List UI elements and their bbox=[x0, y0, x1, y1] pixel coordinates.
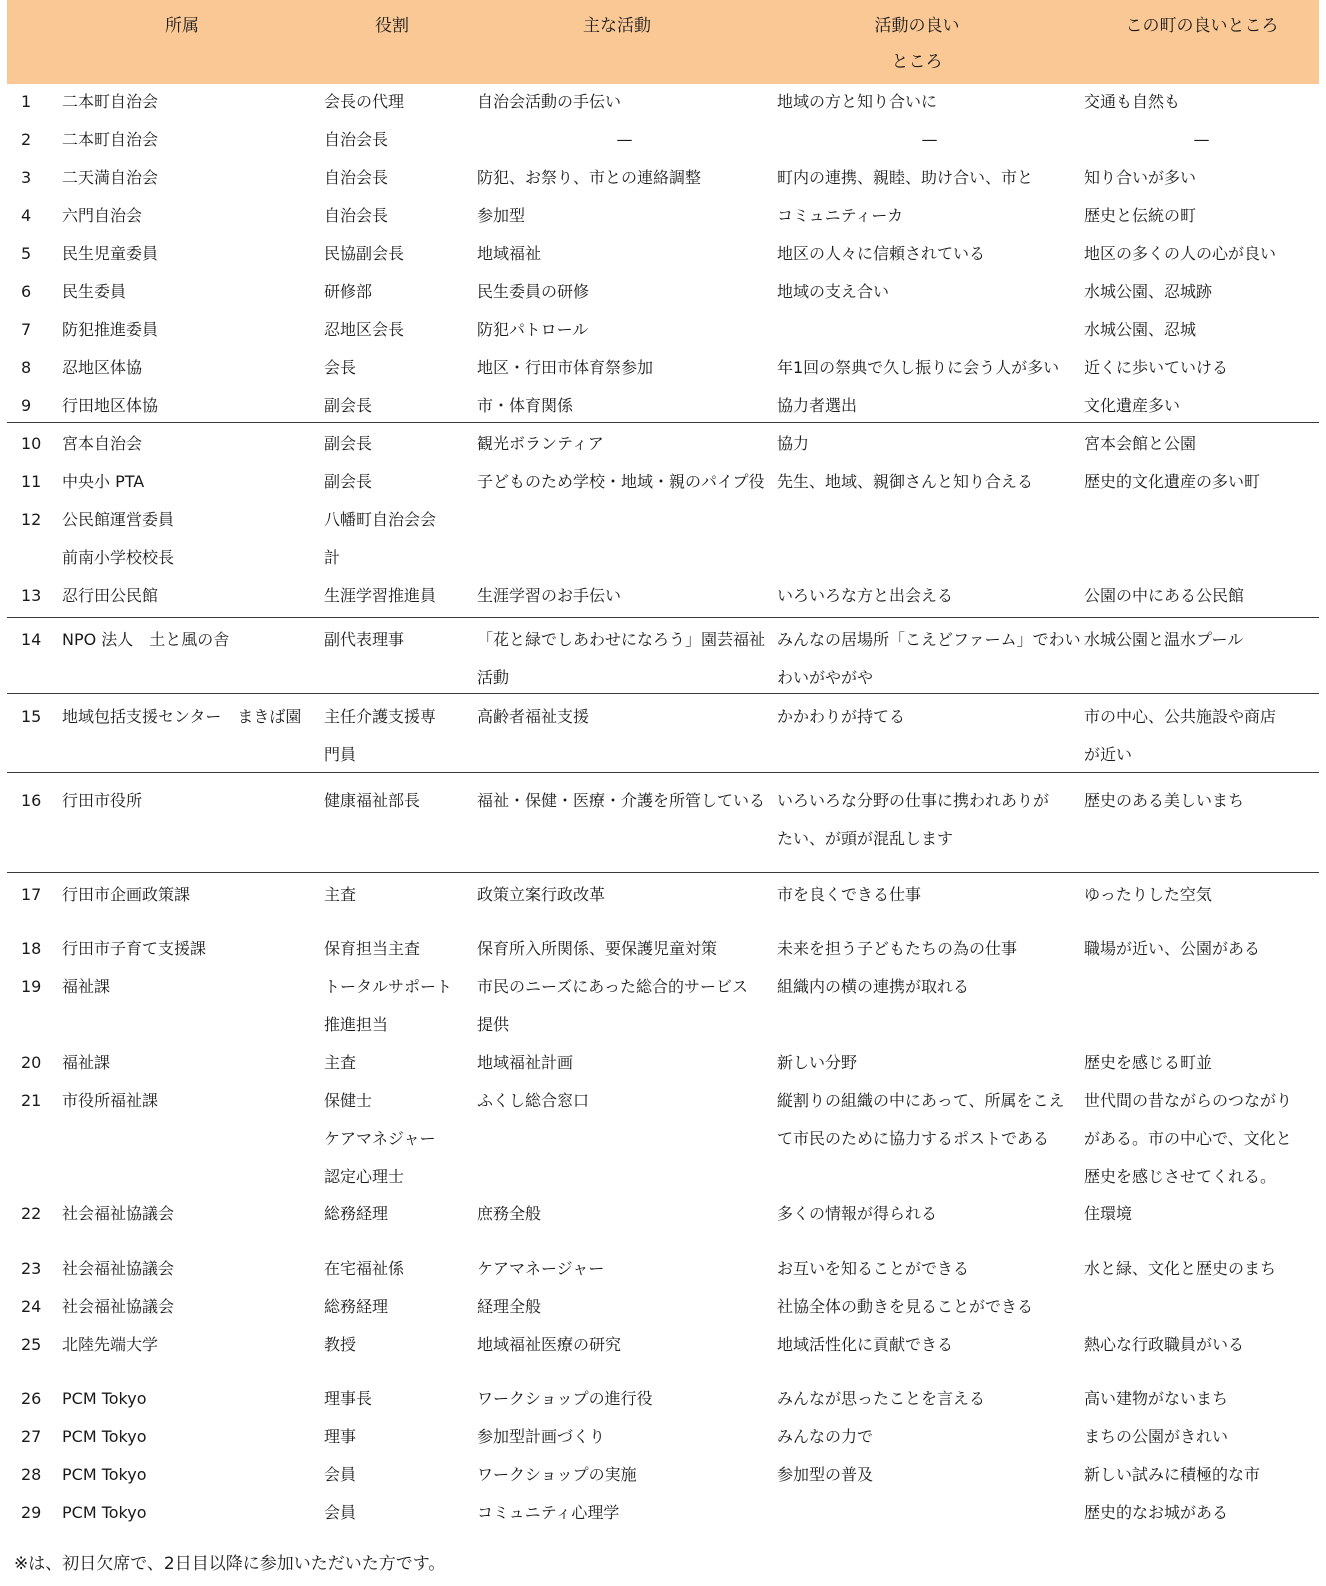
row-town-good: 知り合いが多い bbox=[1084, 168, 1197, 187]
row-number: 15 bbox=[21, 707, 42, 726]
row-activity: ケアマネージャー bbox=[477, 1259, 605, 1278]
row-activity: 政策立案行政改革 bbox=[477, 885, 606, 904]
row-role: 主査 bbox=[324, 885, 357, 904]
row-good-point: 協力 bbox=[777, 434, 810, 453]
row-role: 保育担当主査 bbox=[324, 939, 421, 958]
row-town-good: 水城公園、忍城跡 bbox=[1084, 282, 1213, 301]
row-good-point: 地域の支え合い bbox=[777, 282, 890, 301]
row-activity: ワークショップの進行役 bbox=[477, 1389, 653, 1408]
row-affiliation: 中央小 PTA bbox=[62, 472, 145, 491]
row-role: 主査 bbox=[324, 1053, 357, 1072]
row-role: 会員 bbox=[324, 1503, 357, 1522]
row-good-point: 組織内の横の連携が取れる bbox=[777, 977, 970, 996]
row-activity: 庶務全般 bbox=[477, 1204, 542, 1223]
row-affiliation: 福祉課 bbox=[62, 1053, 111, 1072]
row-good-point: 地域の方と知り合いに bbox=[777, 92, 938, 111]
row-good-point: お互いを知ることができる bbox=[777, 1259, 970, 1278]
row-number: 6 bbox=[21, 282, 32, 301]
row-good-point: いろいろな方と出会える bbox=[777, 586, 954, 605]
row-role: 理事長 bbox=[324, 1389, 373, 1408]
row-activity: 防犯、お祭り、市との連絡調整 bbox=[477, 168, 702, 187]
row-good-point: 縦割りの組織の中にあって、所属をこえ て市民のために協力するポストである bbox=[777, 1091, 1065, 1148]
row-number: 26 bbox=[21, 1389, 42, 1408]
row-activity: 地区・行田市体育祭参加 bbox=[477, 358, 654, 377]
row-role: 自治会長 bbox=[324, 206, 389, 225]
row-affiliation: NPO 法人 土と風の舎 bbox=[62, 630, 230, 649]
row-number: 29 bbox=[21, 1503, 42, 1522]
row-affiliation: 地域包括支援センター まきば園 bbox=[62, 707, 302, 726]
row-role: 総務経理 bbox=[324, 1297, 389, 1316]
row-affiliation: 福祉課 bbox=[62, 977, 111, 996]
row-role: 副代表理事 bbox=[324, 630, 405, 649]
row-town-good: 宮本会館と公園 bbox=[1084, 434, 1197, 453]
row-divider bbox=[7, 693, 1319, 694]
row-town-good: 歴史のある美しいまち bbox=[1084, 791, 1245, 810]
row-activity: 防犯パトロール bbox=[477, 320, 589, 339]
row-affiliation: 行田地区体協 bbox=[62, 396, 159, 415]
row-role: 会長 bbox=[324, 358, 357, 377]
row-affiliation: 行田市企画政策課 bbox=[62, 885, 191, 904]
row-role: 教授 bbox=[324, 1335, 357, 1354]
row-number: 20 bbox=[21, 1053, 42, 1072]
row-good-point: — bbox=[921, 130, 938, 149]
row-number: 21 bbox=[21, 1091, 42, 1110]
row-affiliation: 宮本自治会 bbox=[62, 434, 143, 453]
row-activity: 「花と緑でしあわせになろう」園芸福祉 活動 bbox=[477, 630, 766, 687]
row-activity: 高齢者福祉支援 bbox=[477, 707, 590, 726]
row-activity: ワークショップの実施 bbox=[477, 1465, 637, 1484]
row-role: 民協副会長 bbox=[324, 244, 405, 263]
row-number: 8 bbox=[21, 358, 32, 377]
row-town-good: 文化遺産多い bbox=[1084, 396, 1181, 415]
row-role: 健康福祉部長 bbox=[324, 791, 421, 810]
row-good-point: みんなが思ったことを言える bbox=[777, 1389, 986, 1408]
row-activity: 保育所入所関係、要保護児童対策 bbox=[477, 939, 718, 958]
row-town-good: 熱心な行政職員がいる bbox=[1084, 1335, 1245, 1354]
row-divider bbox=[7, 872, 1319, 873]
row-good-point: いろいろな分野の仕事に携われありが たい、が頭が混乱します bbox=[777, 791, 1050, 848]
row-good-point: 地区の人々に信頼されている bbox=[777, 244, 986, 263]
row-role: 自治会長 bbox=[324, 168, 389, 187]
row-affiliation: 二本町自治会 bbox=[62, 92, 159, 111]
row-number: 16 bbox=[21, 791, 42, 810]
row-affiliation: PCM Tokyo bbox=[62, 1389, 147, 1408]
row-activity: 生涯学習のお手伝い bbox=[477, 586, 622, 605]
row-role: 副会長 bbox=[324, 472, 373, 491]
row-role: 忍地区会長 bbox=[324, 320, 405, 339]
row-number: 3 bbox=[21, 168, 32, 187]
row-affiliation: PCM Tokyo bbox=[62, 1427, 147, 1446]
row-role: 総務経理 bbox=[324, 1204, 389, 1223]
row-good-point: コミュニティーカ bbox=[777, 206, 904, 225]
row-role: 会長の代理 bbox=[324, 92, 405, 111]
row-affiliation: PCM Tokyo bbox=[62, 1503, 147, 1522]
row-town-good: 職場が近い、公園がある bbox=[1084, 939, 1261, 958]
row-role: 副会長 bbox=[324, 434, 373, 453]
row-good-point: 新しい分野 bbox=[777, 1053, 858, 1072]
row-good-point: 未来を担う子どもたちの為の仕事 bbox=[777, 939, 1018, 958]
row-town-good: 歴史的文化遺産の多い町 bbox=[1084, 472, 1261, 491]
row-activity: ふくし総合窓口 bbox=[477, 1091, 590, 1110]
row-activity: 地域福祉医療の研究 bbox=[477, 1335, 622, 1354]
row-affiliation: 民生児童委員 bbox=[62, 244, 159, 263]
row-town-good: 近くに歩いていける bbox=[1084, 358, 1229, 377]
row-affiliation: 北陸先端大学 bbox=[62, 1335, 159, 1354]
row-good-point: 社協全体の動きを見ることができる bbox=[777, 1297, 1034, 1316]
row-affiliation: 二天満自治会 bbox=[62, 168, 159, 187]
row-number: 27 bbox=[21, 1427, 42, 1446]
row-role: 八幡町自治会会 計 bbox=[324, 510, 437, 567]
row-good-point: みんなの居場所「こえどファーム」でわい わいがやがや bbox=[777, 630, 1081, 687]
row-town-good: 歴史を感じる町並 bbox=[1084, 1053, 1213, 1072]
row-role: 理事 bbox=[324, 1427, 357, 1446]
header-good-point: 活動の良い ところ bbox=[874, 16, 960, 72]
row-affiliation: 六門自治会 bbox=[62, 206, 143, 225]
row-good-point: みんなの力で bbox=[777, 1427, 874, 1446]
row-affiliation: 社会福祉協議会 bbox=[62, 1297, 175, 1316]
row-role: 保健士 ケアマネジャー 認定心理士 bbox=[324, 1091, 436, 1186]
header-role: 役割 bbox=[375, 16, 409, 36]
row-activity: 参加型 bbox=[477, 206, 526, 225]
row-activity: 参加型計画づくり bbox=[477, 1427, 606, 1446]
row-number: 14 bbox=[21, 630, 42, 649]
row-number: 2 bbox=[21, 130, 32, 149]
row-number: 18 bbox=[21, 939, 42, 958]
row-role: 主任介護支援専 門員 bbox=[324, 707, 437, 764]
row-good-point: 年1回の祭典で久し振りに会う人が多い bbox=[777, 358, 1060, 377]
row-number: 19 bbox=[21, 977, 42, 996]
row-good-point: 町内の連携、親睦、助け合い、市と bbox=[777, 168, 1034, 187]
row-affiliation: 民生委員 bbox=[62, 282, 127, 301]
row-town-good: — bbox=[1193, 130, 1210, 149]
row-role: 自治会長 bbox=[324, 130, 389, 149]
row-number: 11 bbox=[21, 472, 42, 491]
row-number: 10 bbox=[21, 434, 42, 453]
row-role: 会員 bbox=[324, 1465, 357, 1484]
row-number: 9 bbox=[21, 396, 32, 415]
row-number: 12 bbox=[21, 510, 42, 529]
row-town-good: 世代間の昔ながらのつながり がある。市の中心で、文化と 歴史を感じさせてくれる。 bbox=[1084, 1091, 1293, 1186]
row-activity: 市民のニーズにあった総合的サービス 提供 bbox=[477, 977, 749, 1034]
row-affiliation: 社会福祉協議会 bbox=[62, 1204, 175, 1223]
row-good-point: 先生、地域、親御さんと知り合える bbox=[777, 472, 1034, 491]
footnote: ※は、初日欠席で、2日目以降に参加いただいた方です。 bbox=[14, 1554, 446, 1574]
row-town-good: 住環境 bbox=[1084, 1204, 1133, 1223]
row-role: 生涯学習推進員 bbox=[324, 586, 437, 605]
row-town-good: 歴史と伝統の町 bbox=[1084, 206, 1197, 225]
row-activity: 経理全般 bbox=[477, 1297, 542, 1316]
row-number: 13 bbox=[21, 586, 42, 605]
row-affiliation: 公民館運営委員 前南小学校校長 bbox=[62, 510, 175, 567]
row-town-good: 水と緑、文化と歴史のまち bbox=[1084, 1259, 1277, 1278]
row-town-good: 新しい試みに積極的な市 bbox=[1084, 1465, 1261, 1484]
row-role: 研修部 bbox=[324, 282, 373, 301]
row-affiliation: 忍行田公民館 bbox=[62, 586, 159, 605]
header-activity: 主な活動 bbox=[583, 16, 651, 36]
header-town-good: この町の良いところ bbox=[1125, 16, 1279, 36]
row-activity: — bbox=[616, 130, 633, 149]
row-activity: 民生委員の研修 bbox=[477, 282, 590, 301]
row-number: 22 bbox=[21, 1204, 42, 1223]
row-divider bbox=[7, 772, 1319, 773]
row-affiliation: 行田市役所 bbox=[62, 791, 143, 810]
row-affiliation: 忍地区体協 bbox=[62, 358, 143, 377]
row-good-point: 多くの情報が得られる bbox=[777, 1204, 938, 1223]
row-number: 24 bbox=[21, 1297, 42, 1316]
row-town-good: 水城公園と温水プール bbox=[1084, 630, 1244, 649]
row-number: 28 bbox=[21, 1465, 42, 1484]
row-activity: 自治会活動の手伝い bbox=[477, 92, 622, 111]
row-activity: 子どものため学校・地域・親のパイプ役 bbox=[477, 472, 765, 491]
row-town-good: まちの公園がきれい bbox=[1084, 1427, 1229, 1446]
row-activity: 観光ボランティア bbox=[477, 434, 604, 453]
row-number: 17 bbox=[21, 885, 42, 904]
row-activity: 地域福祉計画 bbox=[477, 1053, 574, 1072]
row-town-good: 地区の多くの人の心が良い bbox=[1084, 244, 1277, 263]
row-role: トータルサポート 推進担当 bbox=[324, 977, 453, 1034]
row-role: 在宅福祉係 bbox=[324, 1259, 405, 1278]
row-affiliation: 市役所福祉課 bbox=[62, 1091, 159, 1110]
row-role: 副会長 bbox=[324, 396, 373, 415]
row-number: 7 bbox=[21, 320, 32, 339]
row-affiliation: 防犯推進委員 bbox=[62, 320, 159, 339]
row-number: 4 bbox=[21, 206, 32, 225]
row-divider bbox=[7, 422, 1319, 423]
row-number: 23 bbox=[21, 1259, 42, 1278]
row-town-good: 高い建物がないまち bbox=[1084, 1389, 1229, 1408]
row-activity: 地域福祉 bbox=[477, 244, 542, 263]
row-good-point: 地域活性化に貢献できる bbox=[777, 1335, 954, 1354]
row-affiliation: 社会福祉協議会 bbox=[62, 1259, 175, 1278]
row-good-point: 協力者選出 bbox=[777, 396, 858, 415]
row-number: 25 bbox=[21, 1335, 42, 1354]
row-town-good: 市の中心、公共施設や商店 が近い bbox=[1084, 707, 1277, 764]
row-activity: コミュニティ心理学 bbox=[477, 1503, 620, 1522]
row-activity: 福祉・保健・医療・介護を所管している bbox=[477, 791, 766, 810]
row-divider bbox=[7, 617, 1319, 618]
header-affiliation: 所属 bbox=[165, 16, 199, 36]
row-town-good: 交通も自然も bbox=[1084, 92, 1181, 111]
row-affiliation: PCM Tokyo bbox=[62, 1465, 147, 1484]
row-town-good: ゆったりした空気 bbox=[1084, 885, 1212, 904]
row-town-good: 公園の中にある公民館 bbox=[1084, 586, 1245, 605]
row-good-point: かかわりが持てる bbox=[777, 707, 906, 726]
row-number: 5 bbox=[21, 244, 32, 263]
row-good-point: 市を良くできる仕事 bbox=[777, 885, 922, 904]
row-affiliation: 二本町自治会 bbox=[62, 130, 159, 149]
row-town-good: 歴史的なお城がある bbox=[1084, 1503, 1229, 1522]
row-town-good: 水城公園、忍城 bbox=[1084, 320, 1197, 339]
row-good-point: 参加型の普及 bbox=[777, 1465, 874, 1484]
table-header bbox=[7, 0, 1319, 84]
row-affiliation: 行田市子育て支援課 bbox=[62, 939, 207, 958]
row-activity: 市・体育関係 bbox=[477, 396, 574, 415]
row-number: 1 bbox=[21, 92, 32, 111]
